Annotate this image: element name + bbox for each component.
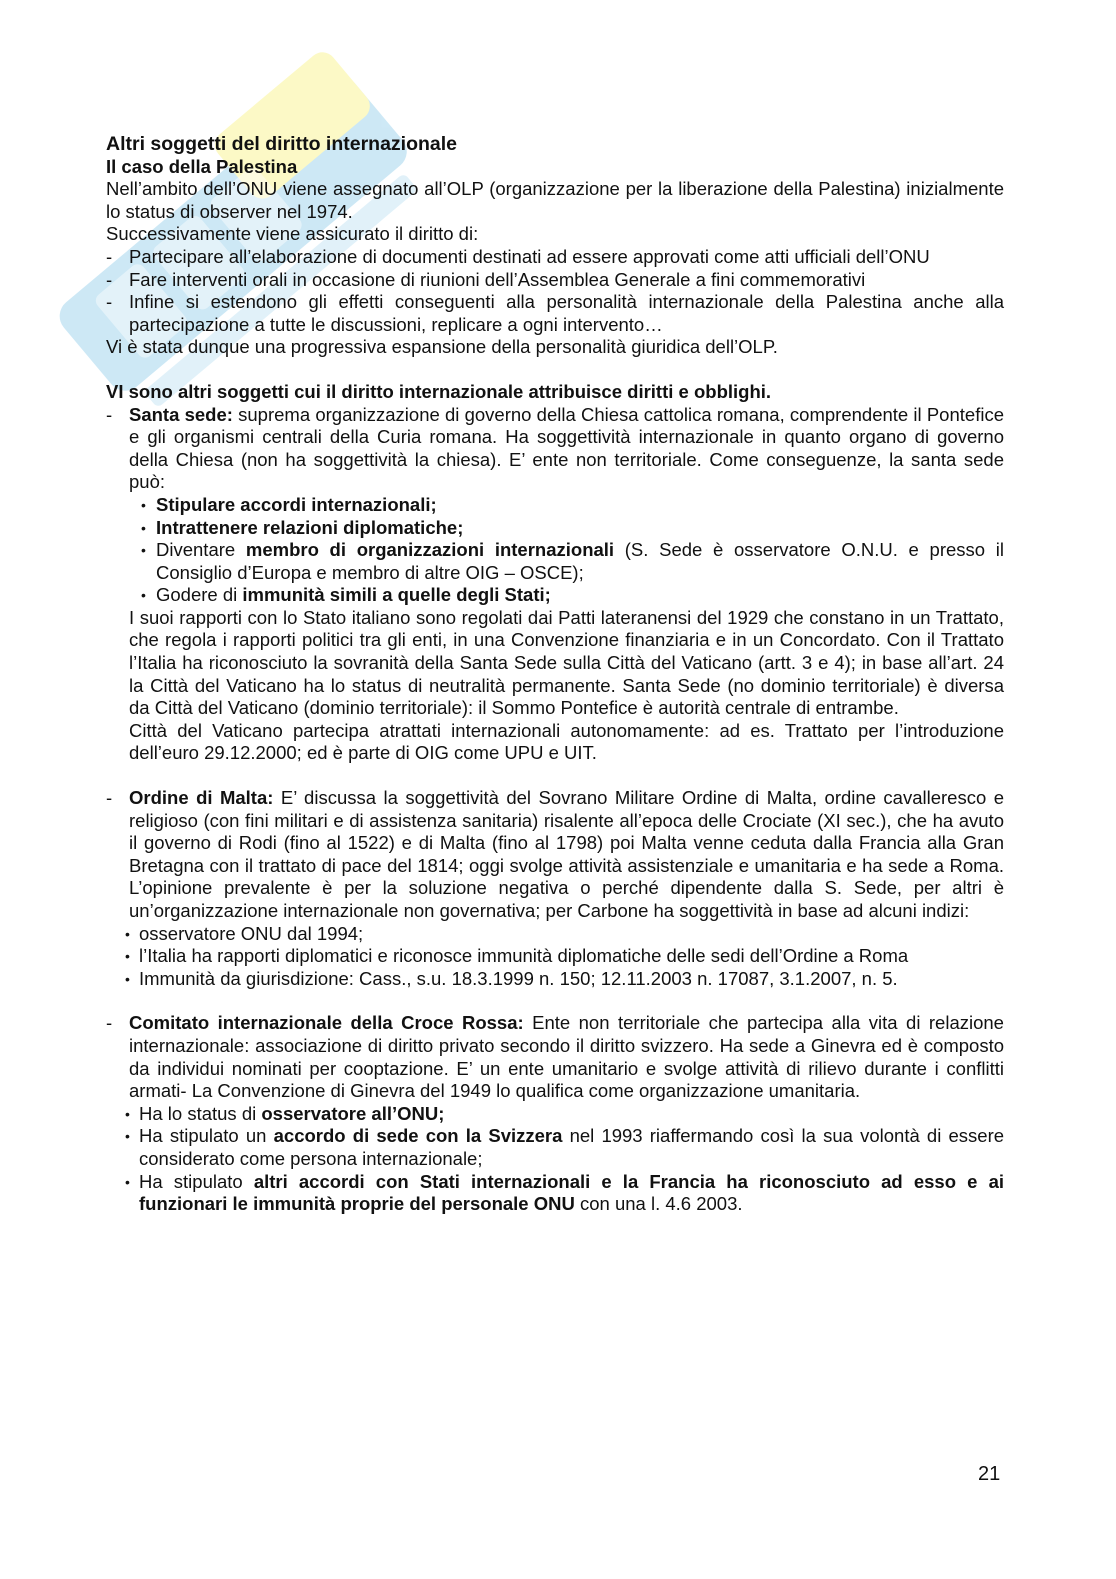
document-body <box>106 133 1004 1216</box>
section-heading-palestina: Il caso della Palestina <box>106 155 298 177</box>
list-item: - Infine si estendono gli effetti conseguenti alla personalità internazionale della Palestina anche alla partecipazione a tutte le discussioni, replicare a ogni intervento… <box>106 291 1004 336</box>
bullet-bold-text: accordo di sede con la Svizzera <box>273 1125 563 1147</box>
citta-vaticano-paragraph: Città del Vaticano partecipa atrattati internazionali autonomamente: ad es. Trattato per l’introduzione dell’euro 29.12.2000; ed è parte di OIG come UPU e UIT. <box>129 719 1004 764</box>
bullet-text: (S. Sede è osservatore O.N.U. e presso il Consiglio d’Europa e membro di altre OIG – OSCE); <box>156 539 1004 583</box>
bullet-bold-text: immunità simili a quelle degli Stati; <box>242 584 551 606</box>
ordine-malta-paragraph <box>106 787 1004 923</box>
list-item <box>106 1171 1004 1216</box>
bullet-text: Ha stipulato <box>139 1170 254 1192</box>
santa-sede-paragraph <box>106 404 1004 494</box>
palestina-intro: Nell’ambito dell’ONU viene assegnato all’OLP (organizzazione per la liberazione della Palestina) inizialmente lo status di observer nel 1974. <box>106 178 1004 222</box>
bullet-bold-text: membro di organizzazioni internazionali <box>245 539 615 561</box>
section-heading-altri-soggetti: VI sono altri soggetti cui il diritto internazionale attribuisce diritti e obblighi. <box>106 380 772 402</box>
bullet-bold-text: osservatore all’ONU; <box>261 1102 445 1124</box>
page-number: 21 <box>978 1463 1001 1485</box>
croce-rossa-label: Comitato internazionale della Croce Rossa: <box>129 1012 524 1034</box>
list-item: - Fare interventi orali in occasione di riunioni dell’Assemblea Generale a fini commemorativi <box>106 269 1004 292</box>
bullet-text: Ha lo status di <box>139 1102 262 1124</box>
list-item <box>106 1125 1004 1170</box>
list-item <box>106 517 1004 540</box>
list-item <box>106 539 1004 584</box>
santa-sede-label: Santa sede: <box>129 403 233 425</box>
bullet-text: Intrattenere relazioni diplomatiche; <box>156 516 464 538</box>
palestina-closing: Vi è stata dunque una progressiva espansione della personalità giuridica dell’OLP. <box>106 336 778 358</box>
list-item: • l’Italia ha rapporti diplomatici e riconosce immunità diplomatiche delle sedi dell’Ordine a Roma <box>106 945 1004 968</box>
palestina-lead: Successivamente viene assicurato il diritto di: <box>106 223 479 245</box>
page-title: Altri soggetti del diritto internazionale <box>106 133 458 155</box>
list-item <box>106 1103 1004 1126</box>
santa-sede-text: suprema organizzazione di governo della Chiesa cattolica romana, comprendente il Pontefice e gli organismi centrali della Curia romana. Ha soggettività internazionale in quanto organo di governo della Chiesa (non ha soggettività la chiesa). E’ ente non territoriale. Come conseguenze, la santa sede può: <box>129 403 1004 493</box>
bullet-bold-text: altri accordi con Stati internazionali e la Francia ha riconosciuto ad esso e ai funzionari le immunità proprie del personale ONU <box>139 1170 1004 1215</box>
ordine-malta-label: Ordine di Malta: <box>129 787 274 809</box>
bullet-text: con una l. 4.6 2003. <box>574 1193 743 1215</box>
list-item <box>106 584 1004 607</box>
bullet-text: Godere di <box>156 584 243 606</box>
ordine-malta-text: E’ discussa la soggettività del Sovrano Militare Ordine di Malta, ordine cavalleresco e religioso (con fini militari e di assistenza sanitaria) risalente all’epoca delle Crociate (XI sec.), che ha avuto il governo di Rodi (fino al 1522) e di Malta (fino al 1798) poi Malta venne ceduta dalla Francia alla Gran Bretagna con il trattato di pace del 1814; oggi svolge attività assistenziale e umanitaria e ha sede a Roma. L’opinione prevalente è per la soluzione negativa o perché dipendente dalla S. Sede, per altri è un’organizzazione internazionale non governativa; per Carbone ha soggettività in base ad alcuni indizi: <box>129 787 1004 921</box>
list-item: • Immunità da giurisdizione: Cass., s.u. 18.3.1999 n. 150; 12.11.2003 n. 17087, 3.1.2007, n. 5. <box>106 968 1004 991</box>
list-item <box>106 494 1004 517</box>
bullet-text: Stipulare accordi internazionali; <box>156 493 437 515</box>
croce-rossa-text: Ente non territoriale che partecipa alla vita di relazione internazionale: associazione di diritto privato secondo il diritto svizzero. Ha sede a Ginevra ed è composto da individui nominati per cooptazione. E’ un ente umanitario e svolge attività di rilievo durante i conflitti armati- La Convenzione di Ginevra del 1949 lo qualifica come organizzazione umanitaria. <box>129 1012 1004 1102</box>
patti-lateranensi-paragraph: I suoi rapporti con lo Stato italiano sono regolati dai Patti lateranensi del 1929 che constano in un Trattato, che regola i rapporti politici tra gli enti, in una Convenzione finanziaria e in un Concordato. Con il Trattato l’Italia ha riconosciuto la sovranità della Santa Sede sulla Città del Vaticano (artt. 3 e 4); in base all’art. 24 la Città del Vaticano ha lo status di neutralità permanente. Santa Sede (no dominio territoriale) è diversa da Città del Vaticano (dominio territoriale): il Sommo Pontefice è autorità centrale di entrambe. <box>129 606 1004 719</box>
list-item: - Partecipare all’elaborazione di documenti destinati ad essere approvati come atti ufficiali dell’ONU <box>106 246 1004 269</box>
list-item: • osservatore ONU dal 1994; <box>106 923 1004 946</box>
croce-rossa-paragraph <box>106 1012 1004 1102</box>
bullet-text: Diventare <box>156 539 246 561</box>
bullet-text: Ha stipulato un <box>139 1125 274 1147</box>
bullet-text: nel 1993 riaffermando così la sua volontà di essere considerato come persona internazionale; <box>139 1125 1005 1169</box>
